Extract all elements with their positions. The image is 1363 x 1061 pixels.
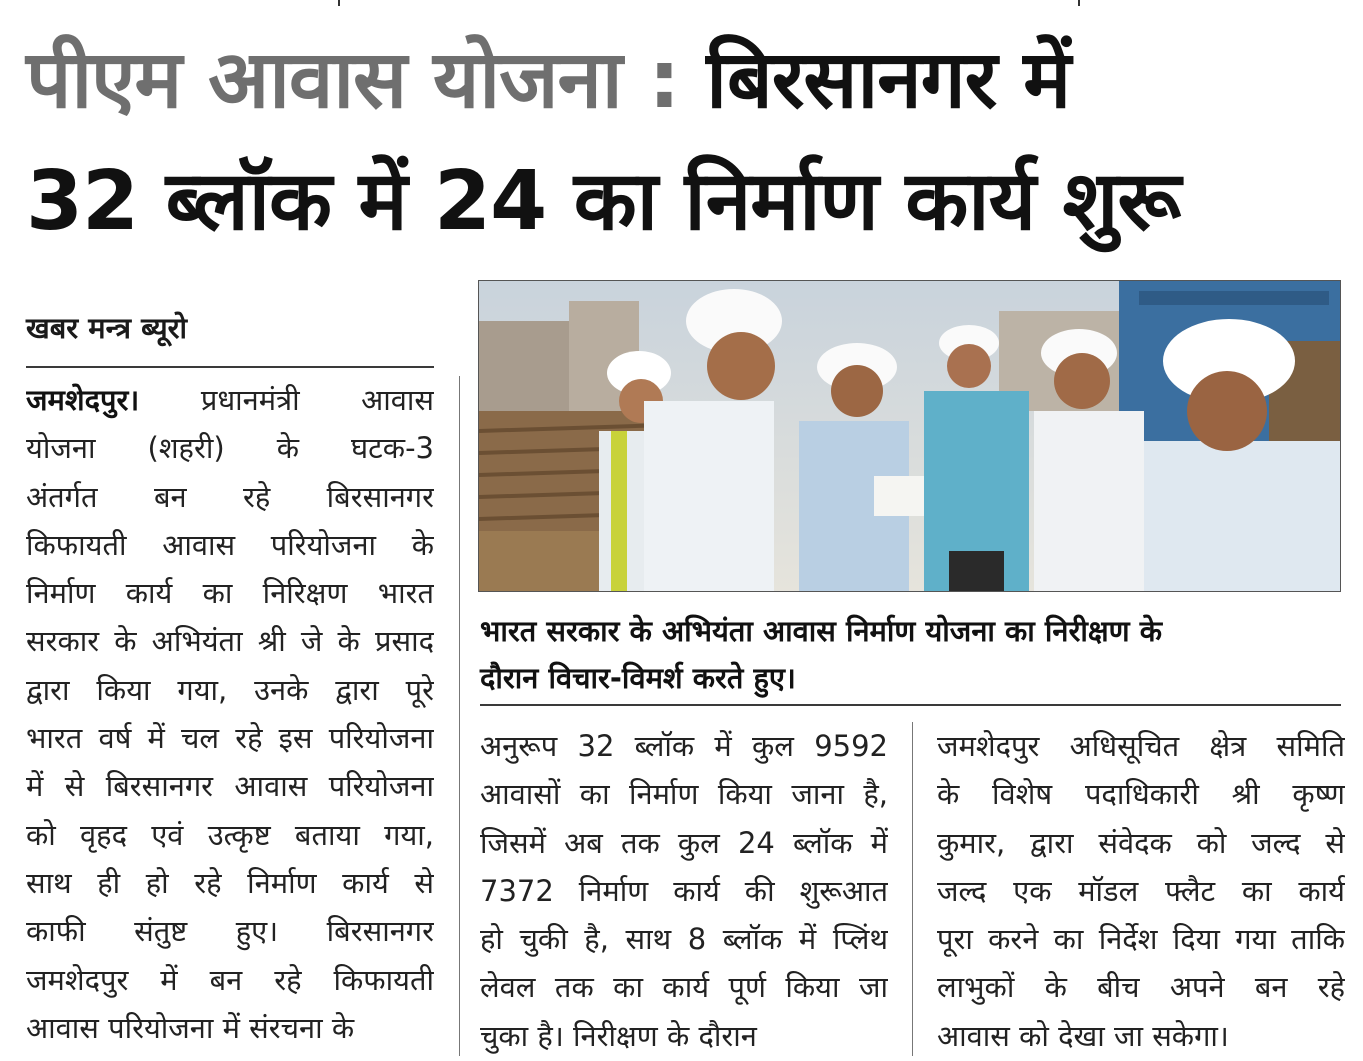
headline-kicker: पीएम आवास योजना : [26, 33, 680, 126]
col1-line: जमशेदपुर में बन रहे किफायती [26, 962, 434, 997]
col3-line: आवास को देखा जा सकेगा। [937, 1018, 1229, 1053]
col2-line: आवासों का निर्माण किया जाना है, [480, 777, 888, 812]
col2-line: जिसमें अब तक कुल 24 ब्लॉक में [480, 825, 888, 860]
col1-line: द्वारा किया गया, उनके द्वारा पूरे [26, 672, 434, 707]
col2-line: 7372 निर्माण कार्य की शुरूआत [480, 873, 888, 908]
col1-line: किफायती आवास परियोजना के [26, 527, 434, 562]
col2-line: लेवल तक का कार्य पूर्ण किया जा [480, 970, 888, 1005]
col1-line: सरकार के अभियंता श्री जे के प्रसाद [26, 624, 434, 659]
inspection-photo [479, 281, 1341, 592]
col3-line: जमशेदपुर अधिसूचित क्षेत्र समिति [937, 729, 1345, 763]
col1-line: प्रधानमंत्री आवास [200, 383, 434, 417]
col1-line: निर्माण कार्य का निरिक्षण भारत [26, 576, 434, 611]
dateline: जमशेदपुर। [26, 383, 140, 417]
col1-line: भारत वर्ष में चल रहे इस परियोजना [26, 721, 434, 756]
col3-line: लाभुकों के बीच अपने बन रहे [937, 970, 1345, 1005]
headline-main: बिरसानगर में [706, 33, 1071, 126]
headline-line-2: 32 ब्लॉक में 24 का निर्माण कार्य शुरू [26, 154, 1181, 249]
article-photo [478, 280, 1341, 592]
col1-first-line [26, 376, 434, 424]
top-tick [1078, 0, 1080, 6]
column-divider [459, 376, 460, 1056]
photo-caption [480, 608, 1340, 702]
caption-line-2: दौरान विचार-विमर्श करते हुए। [480, 661, 796, 695]
article-column-1 [26, 376, 434, 1052]
top-border [0, 0, 1363, 6]
caption-rule [480, 704, 1341, 706]
caption-line-1: भारत सरकार के अभियंता आवास निर्माण योजना का निरीक्षण के [480, 614, 1163, 648]
col3-line: कुमार, द्वारा संवेदक को जल्द से [937, 825, 1345, 860]
headline-line-1 [26, 30, 1346, 130]
col1-line: अंतर्गत बन रहे बिरसानगर [26, 479, 434, 514]
col1-line: साथ ही हो रहे निर्माण कार्य से [26, 865, 434, 900]
col1-line: आवास परियोजना में संरचना के [26, 1010, 355, 1045]
article-column-2 [480, 722, 888, 1060]
col1-line: को वृहद एवं उत्कृष्ट बताया गया, [26, 817, 434, 852]
col2-line: अनुरूप 32 ब्लॉक में कुल 9592 [480, 729, 888, 763]
col1-line: में से बिरसानगर आवास परियोजना [26, 769, 434, 804]
col3-line: जल्द एक मॉडल फ्लैट का कार्य [937, 873, 1345, 908]
col1-line: योजना (शहरी) के घटक-3 [26, 431, 434, 466]
column-divider [912, 722, 913, 1056]
col1-line: काफी संतुष्ट हुए। बिरसानगर [26, 914, 434, 949]
col3-line: के विशेष पदाधिकारी श्री कृष्ण [937, 777, 1345, 812]
col2-line: हो चुकी है, साथ 8 ब्लॉक में प्लिंथ [480, 922, 888, 957]
col2-line: चुका है। निरीक्षण के दौरान [480, 1018, 757, 1053]
top-tick [338, 0, 340, 6]
byline-rule [26, 366, 434, 368]
byline: खबर मन्त्र ब्यूरो [26, 311, 188, 345]
col3-line: पूरा करने का निर्देश दिया गया ताकि [937, 922, 1345, 957]
article-column-3 [937, 722, 1345, 1060]
